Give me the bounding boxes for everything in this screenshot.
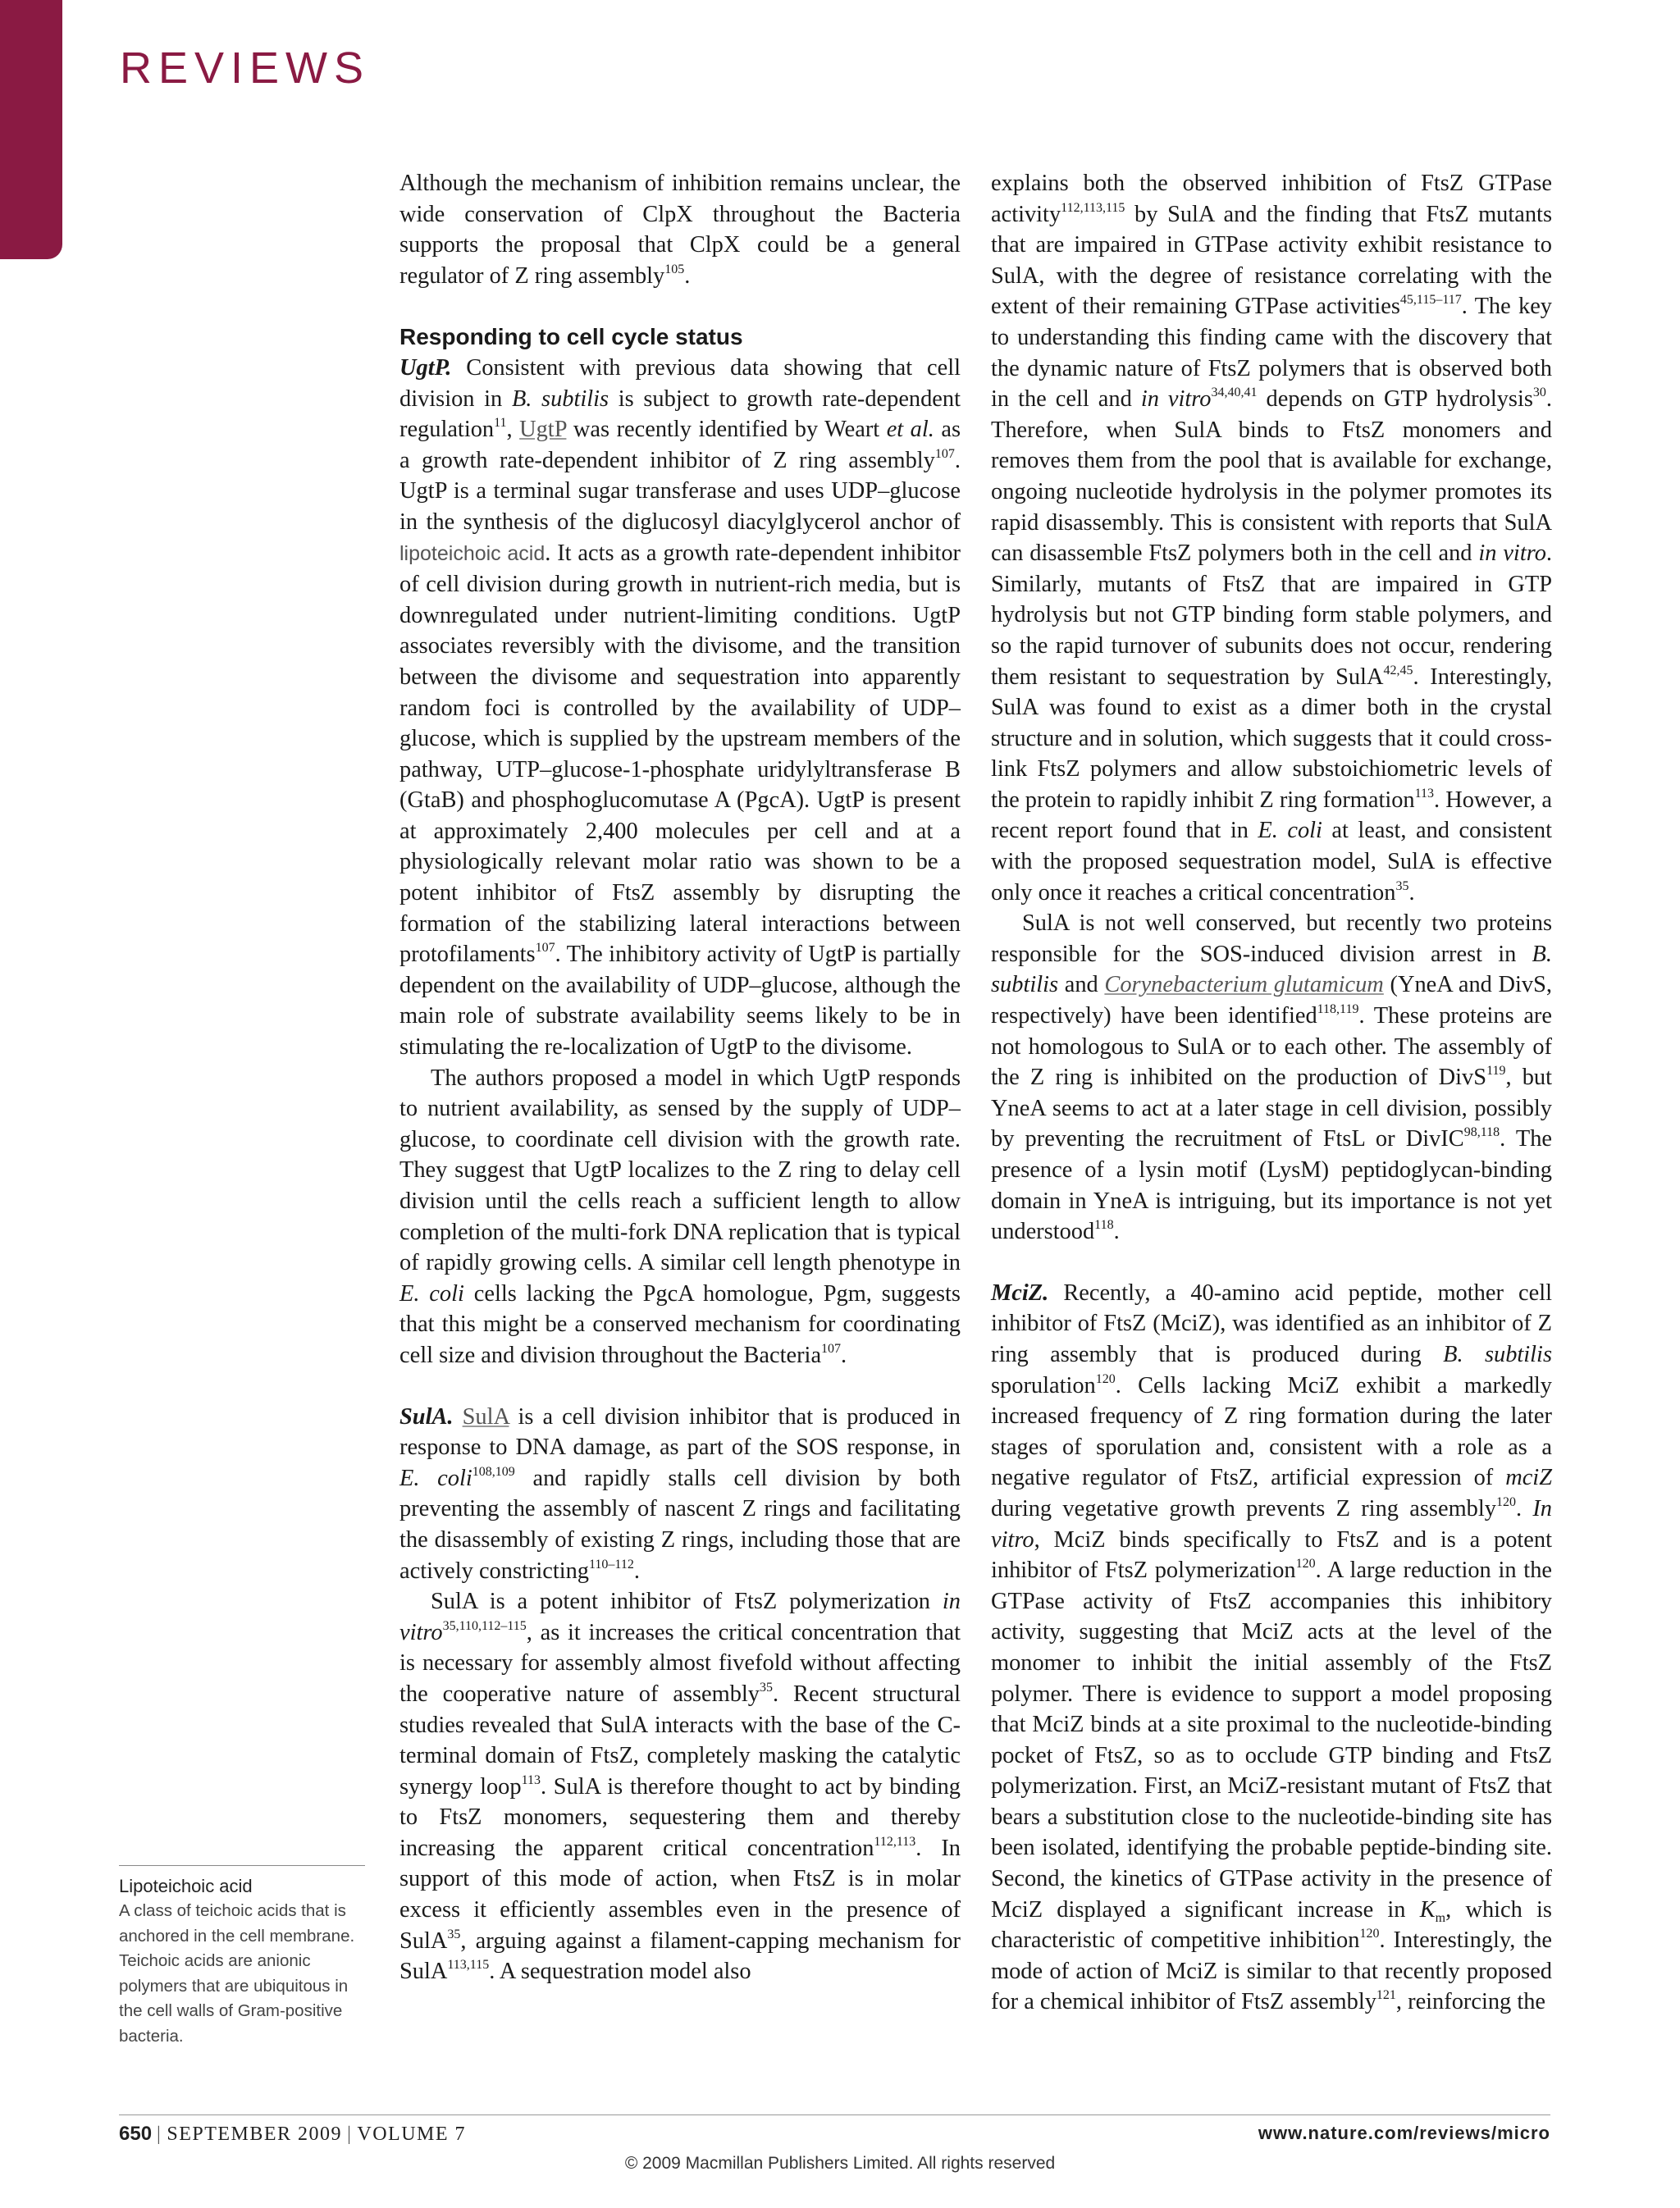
citation[interactable]: 107 bbox=[821, 1341, 842, 1356]
citation[interactable]: 30 bbox=[1532, 385, 1546, 400]
citation[interactable]: 11 bbox=[494, 416, 507, 431]
citation[interactable]: 35 bbox=[760, 1680, 774, 1695]
copyright-notice: © 2009 Macmillan Publishers Limited. All rights reserved bbox=[624, 2154, 1056, 2173]
citation[interactable]: 112,113 bbox=[874, 1834, 916, 1849]
citation[interactable]: 121 bbox=[1376, 1988, 1396, 2003]
paragraph-sula-potency: SulA is a potent inhibitor of FtsZ polymerization in vitro$^{35,110,112-115}$, as it increases the critical concentration that is necessary for assembly almost fivefold without affecting the cooperative nature of assembly$^{35}$. Recent structural studies revealed that SulA interacts with the base of the C-terminal domain of FtsZ, completely masking the catalytic synergy loop$^{113}$. SulA is therefore thought to act by binding to FtsZ monomers, sequestering them and thereby increasing the apparent critical concentration$^{112,113}$. In support of this mode of action, when FtsZ is in molar excess it efficiently assembles even in the presence of SulA$^{35}$, arguing against a filament-capping mechanism for SulA$^{113,115}$. A sequestration model also bbox=[399, 1589, 961, 1985]
page-number: 650 bbox=[119, 2123, 153, 2145]
text-column-right bbox=[991, 168, 1552, 2018]
ugtp-link[interactable]: UgtP bbox=[519, 417, 567, 443]
citation[interactable]: 120 bbox=[1495, 1494, 1516, 1509]
glossary-definition: A class of teichoic acids that is anchored in the cell membrane. Teichoic acids are anionic polymers that are ubiquitous in the cell walls of Gram-positive bacteria. bbox=[119, 1901, 355, 2046]
corynebacterium-link[interactable]: Corynebacterium glutamicum bbox=[1104, 972, 1384, 998]
paragraph-clpx: Although the mechanism of inhibition remains unclear, the wide conservation of ClpX throughout the Bacteria supports the proposal that ClpX could be a general regulator of Z ring assembly$^{105}$. bbox=[399, 171, 961, 289]
run-in-heading: UgtP. bbox=[399, 354, 452, 381]
citation[interactable]: 98,118 bbox=[1463, 1125, 1500, 1140]
section-color-tab bbox=[0, 0, 62, 259]
citation[interactable]: 112,113,115 bbox=[1061, 200, 1125, 215]
citation[interactable]: 42,45 bbox=[1383, 663, 1413, 677]
citation[interactable]: 120 bbox=[1359, 1927, 1380, 1941]
issue-date: SEPTEMBER 2009 bbox=[167, 2124, 343, 2145]
paragraph-mciz: MciZ. Recently, a 40-amino acid peptide, mother cell inhibitor of FtsZ (MciZ), was identified as an inhibitor of Z ring assembly that is produced during B. subtilis sporulation$^{120}$. Cells lacking MciZ exhibit a markedly increased frequency of Z ring formation during the later stages of sporulation and, consistent with a role as a negative regulator of FtsZ, artificial expression of mciZ during vegetative growth prevents Z ring assembly$^{120}$. In vitro, MciZ binds specifically to FtsZ and is a potent inhibitor of FtsZ polymerization$^{120}$. A large reduction in the GTPase activity of FtsZ accompanies this inhibitory activity, suggesting that MciZ acts at the level of the monomer to inhibit the initial assembly of the FtsZ polymer. There is evidence to support a model proposing that MciZ binds at a site proximal to the nucleotide-binding pocket of FtsZ, so as to occlude GTP binding and FtsZ polymerization. First, an MciZ-resistant mutant of FtsZ that bears a substitution close to the nucleotide-binding site has been isolated, identifying the probable peptide-binding site. Second, the kinetics of GTPase activity in the presence of MciZ displayed a significant increase in $K_m$, which is characteristic of competitive inhibition$^{120}$. Interestingly, the mode of action of MciZ is similar to that recently proposed for a chemical inhibitor of FtsZ assembly$^{121}$, reinforcing the bbox=[991, 1280, 1552, 2015]
glossary-term: Lipoteichoic acid bbox=[119, 1876, 253, 1896]
paragraph-model: The authors proposed a model in which UgtP responds to nutrient availability, as sensed by the supply of UDP–glucose, to coordinate cell division with the growth rate. They suggest that UgtP localizes to the Z ring to delay cell division until the cells reach a sufficient length to allow completion of the multi-fork DNA replication that is typical of rapidly growing cells. A similar cell length phenotype in E. coli cells lacking the PgcA homologue, Pgm, suggests that this might be a conserved mechanism for coordinating cell size and division throughout the Bacteria$^{107}$. bbox=[399, 1065, 961, 1368]
sula-link[interactable]: SulA bbox=[462, 1403, 509, 1430]
citation[interactable]: 35 bbox=[1395, 878, 1409, 893]
volume: VOLUME 7 bbox=[357, 2124, 467, 2145]
citation[interactable]: 120 bbox=[1295, 1557, 1316, 1572]
paragraph-ugtp: UgtP. Consistent with previous data showing that cell division in B. subtilis is subject to growth rate-dependent regulation$^{11}$, UgtP was recently identified by Weart et al. as a growth rate-dependent inhibitor of Z ring assembly$^{107}$. UgtP is a terminal sugar transferase and uses UDP–glucose in the synthesis of the diglucosyl diacylglycerol anchor of lipoteichoic acid. It acts as a growth rate-dependent inhibitor of cell division during growth in nutrient-rich media, but is downregulated under nutrient-limiting conditions. UgtP associates reversibly with the divisome, and the transition between the divisome and sequestration into apparently random foci is controlled by the availability of UDP–glucose, which is supplied by the upstream members of the pathway, UTP–glucose-1-phosphate uridylyltransferase B (GtaB) and phosphoglucomutase A (PgcA). UgtP is present at approximately 2,400 molecules per cell and at a physiologically relevant molar ratio was shown to be a potent inhibitor of FtsZ assembly by disrupting the formation of the stabilizing lateral interactions between protofilaments$^{107}$. The inhibitory activity of UgtP is partially dependent on the availability of UDP–glucose, although the main role of substrate availability seems likely to be in stimulating the re-localization of UgtP to the divisome. bbox=[399, 354, 961, 1061]
paragraph-sula: SulA. SulA is a cell division inhibitor that is produced in response to DNA damage, as part of the SOS response, in E. coli$^{108,109}$ and rapidly stalls cell division by both preventing the assembly of nascent Z rings and facilitating the disassembly of existing Z rings, including those that are actively constricting$^{110-112}$. bbox=[399, 1403, 961, 1584]
citation[interactable]: 119 bbox=[1486, 1064, 1506, 1079]
run-in-heading: SulA. bbox=[399, 1403, 454, 1430]
text-column-left bbox=[399, 168, 961, 1987]
citation[interactable]: 107 bbox=[934, 446, 955, 461]
citation[interactable]: 35 bbox=[447, 1927, 461, 1941]
footer-left: 650 | SEPTEMBER 2009 | VOLUME 7 bbox=[119, 2123, 467, 2145]
citation[interactable]: 118,119 bbox=[1317, 1002, 1359, 1017]
section-header: REVIEWS bbox=[120, 43, 371, 93]
journal-url[interactable]: www.nature.com/reviews/micro bbox=[1258, 2123, 1550, 2143]
citation[interactable]: 45,115–117 bbox=[1399, 293, 1462, 308]
section-heading: Responding to cell cycle status bbox=[399, 324, 743, 350]
paragraph-sula-gtpase: explains both the observed inhibition of FtsZ GTPase activity$^{112,113,115}$ by SulA and the finding that FtsZ mutants that are impaired in GTPase activity exhibit resistance to SulA, with the degree of resistance correlating with the extent of their remaining GTPase activities$^{45,115-117}$. The key to understanding this finding came with the discovery that the dynamic nature of FtsZ polymers that is observed both in the cell and in vitro$^{34,40,41}$ depends on GTP hydrolysis$^{30}$. Therefore, when SulA binds to FtsZ monomers and removes them from the pool that is available for exchange, ongoing nucleotide hydrolysis in the polymer promotes its rapid disassembly. This is consistent with reports that SulA can disassemble FtsZ polymers both in the cell and in vitro. Similarly, mutants of FtsZ that are impaired in GTP hydrolysis but not GTP binding form stable polymers, and so the rapid turnover of subunits does not occur, rendering them resistant to sequestration by SulA$^{42,45}$. Interestingly, SulA was found to exist as a dimer both in the crystal structure and in solution, which suggests that it could cross-link FtsZ polymers and allow substoichiometric levels of the protein to rapidly inhibit Z ring formation$^{113}$. However, a recent report found that in E. coli at least, and consistent with the proposed sequestration model, SulA is effective only once it reaches a critical concentration$^{35}$. bbox=[991, 171, 1553, 906]
glossary-box bbox=[119, 1865, 365, 2049]
citation[interactable]: 113 bbox=[1414, 786, 1435, 801]
citation[interactable]: 107 bbox=[535, 941, 555, 956]
citation[interactable]: 35,110,112–115 bbox=[442, 1618, 527, 1633]
citation[interactable]: 34,40,41 bbox=[1211, 385, 1258, 400]
citation[interactable]: 110–112 bbox=[589, 1557, 634, 1572]
citation[interactable]: 113,115 bbox=[447, 1958, 490, 1973]
citation[interactable]: 105 bbox=[664, 262, 685, 276]
citation[interactable]: 108,109 bbox=[472, 1464, 515, 1479]
citation[interactable]: 118 bbox=[1094, 1218, 1114, 1233]
citation[interactable]: 120 bbox=[1095, 1371, 1116, 1386]
footer-rule bbox=[119, 2114, 1550, 2115]
run-in-heading: MciZ. bbox=[991, 1280, 1049, 1306]
citation[interactable]: 113 bbox=[521, 1772, 541, 1787]
glossary-term-link[interactable]: lipoteichoic acid bbox=[399, 541, 546, 565]
paragraph-yneA-divs: SulA is not well conserved, but recently two proteins responsible for the SOS-induced division arrest in B. subtilis and Corynebacterium glutamicum (YneA and DivS, respectively) have been identified$^{118,119}$. These proteins are not homologous to SulA or to each other. The assembly of the Z ring is inhibited on the production of DivS$^{119}$, but YneA seems to act at a later stage in cell division, possibly by preventing the recruitment of FtsL or DivIC$^{98,118}$. The presence of a lysin motif (LysM) peptidoglycan-binding domain in YneA is intriguing, but its importance is not yet understood$^{118}$. bbox=[991, 910, 1552, 1245]
